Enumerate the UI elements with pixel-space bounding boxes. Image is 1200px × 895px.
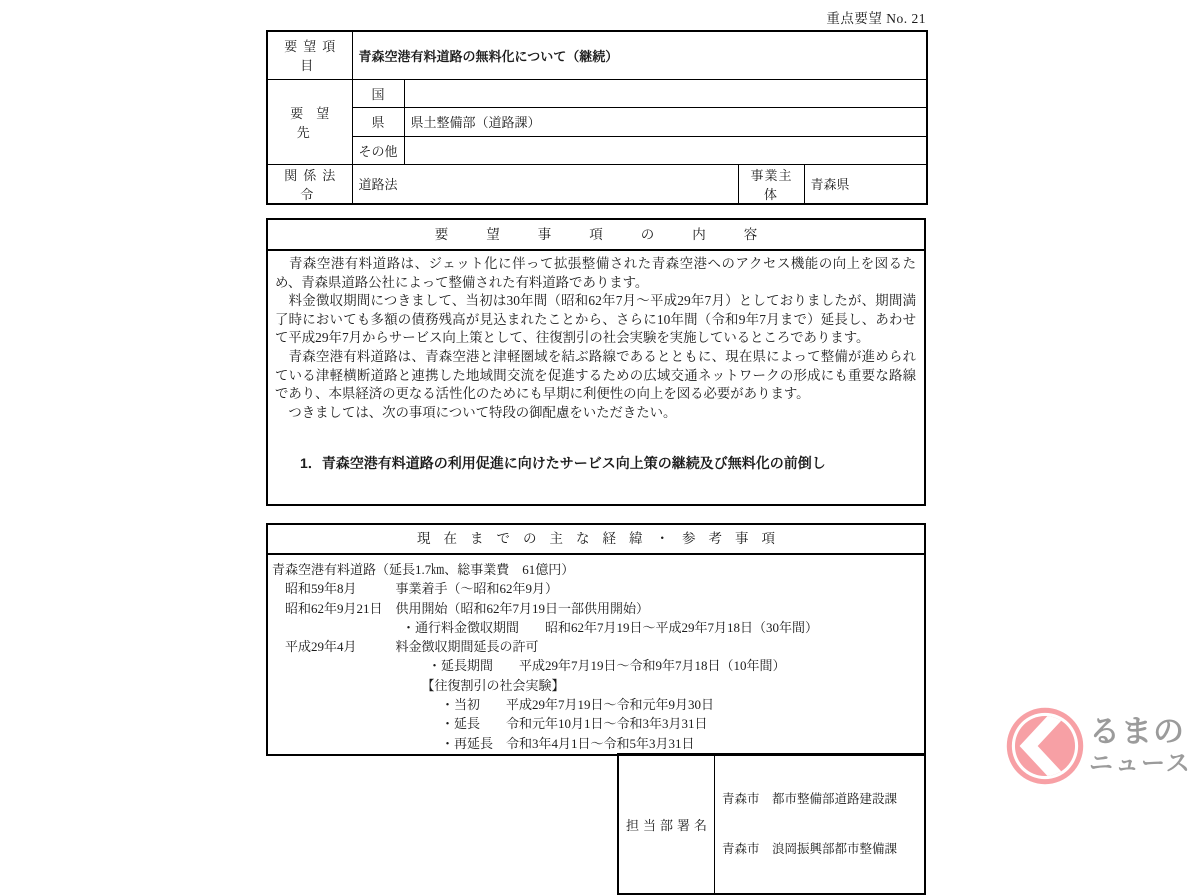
department-value-2: 青森市 浪岡振興部都市整備課 [722, 841, 898, 856]
history-line: ・当初 平成29年7月19日～令和元年9月30日 [272, 697, 715, 713]
history-line: ・通行料金徴収期間 昭和62年7月19日～平成29年7月18日（30年間） [272, 619, 819, 635]
project-entity-value: 青森県 [804, 164, 927, 204]
dest-row-prefecture-value: 県土整備部（道路課） [404, 107, 927, 136]
department-table [617, 753, 926, 895]
content-paragraph: 青森空港有料道路は、青森空港と津軽圏域を結ぶ路線であるとともに、現在県によって整備が進められている津軽横断道路と連携した地域間交流を促進するための広域交通ネットワークの形成にも重要な路線であり、本県経済の更なる活性化のためにも早期に利便性の向上を図る必要があります。 [275, 348, 916, 402]
history-line: ・再延長 令和3年4月1日～令和5年3月31日 [272, 735, 695, 751]
history-line: 【往復割引の社会実験】 [272, 677, 565, 693]
history-line: 青森空港有料道路（延長1.7㎞、総事業費 61億円） [272, 562, 575, 577]
history-line: 昭和62年9月21日 供用開始（昭和62年7月19日一部供用開始） [272, 600, 650, 616]
request-content-body [268, 251, 924, 473]
ref-number: 重点要望 No. 21 [826, 11, 926, 26]
content-paragraph: 料金徴収期間につきまして、当初は30年間（昭和62年7月～平成29年7月）としておりましたが、期間満了時においても多額の債務残高が見込まれたことから、さらに10年間（令和9年7月まで）延長し、あわせて平成29年7月からサービス向上策として、往復割引の社会実験を実施しているところであります。 [275, 293, 916, 346]
history-box [266, 523, 926, 756]
request-item-label: 要望項目 [267, 31, 352, 79]
department-value-1: 青森市 都市整備部道路建設課 [722, 792, 898, 806]
history-line: 昭和59年8月 事業着手（～昭和62年9月） [272, 581, 559, 597]
project-entity-label: 事業主体 [738, 164, 804, 204]
logo-text-top: るまの [1089, 713, 1185, 750]
related-law-label: 関係法令 [267, 164, 352, 204]
dest-row-other-label: その他 [352, 136, 404, 164]
history-line: 平成29年4月 料金徴収期間延長の許可 [272, 639, 539, 655]
history-line: ・延長期間 平成29年7月19日～令和9年7月18日（10年間） [272, 658, 786, 674]
request-content-box [266, 218, 926, 506]
kuruma-logo-icon [1006, 707, 1084, 785]
request-dest-label: 要望先 [267, 79, 352, 164]
history-body [268, 555, 924, 753]
content-paragraph: 青森空港有料道路は、ジェット化に伴って拡張整備された青森空港へのアクセス機能の向上を図るため、青森県道路公社によって整備された有料道路であります。 [275, 256, 916, 290]
request-item-value: 青森空港有料道路の無料化について（継続） [352, 31, 927, 79]
request-form-table [266, 30, 928, 205]
dest-row-prefecture-label: 県 [352, 107, 404, 136]
request-content-header: 要望事項の内容 [268, 220, 924, 251]
related-law-value: 道路法 [352, 164, 738, 204]
history-line: ・延長 令和元年10月1日～令和3年3月31日 [272, 716, 708, 732]
dest-row-other-value [404, 136, 927, 164]
kuruma-news-logo [1006, 707, 1192, 785]
history-header: 現在までの主な経緯・参考事項 [268, 525, 924, 555]
request-item-1: 1．青森空港有料道路の利用促進に向けたサービス向上策の継続及び無料化の前倒し [300, 455, 826, 472]
logo-text-bottom: ニュース [1089, 748, 1192, 777]
dest-row-national-label: 国 [352, 79, 404, 107]
department-label: 担当部署名 [618, 754, 715, 894]
department-values [715, 754, 926, 894]
content-paragraph: つきましては、次の事項について特段の御配慮をいただきたい。 [275, 404, 677, 420]
kuruma-logo-text [1089, 713, 1192, 777]
dest-row-national-value [404, 79, 927, 107]
